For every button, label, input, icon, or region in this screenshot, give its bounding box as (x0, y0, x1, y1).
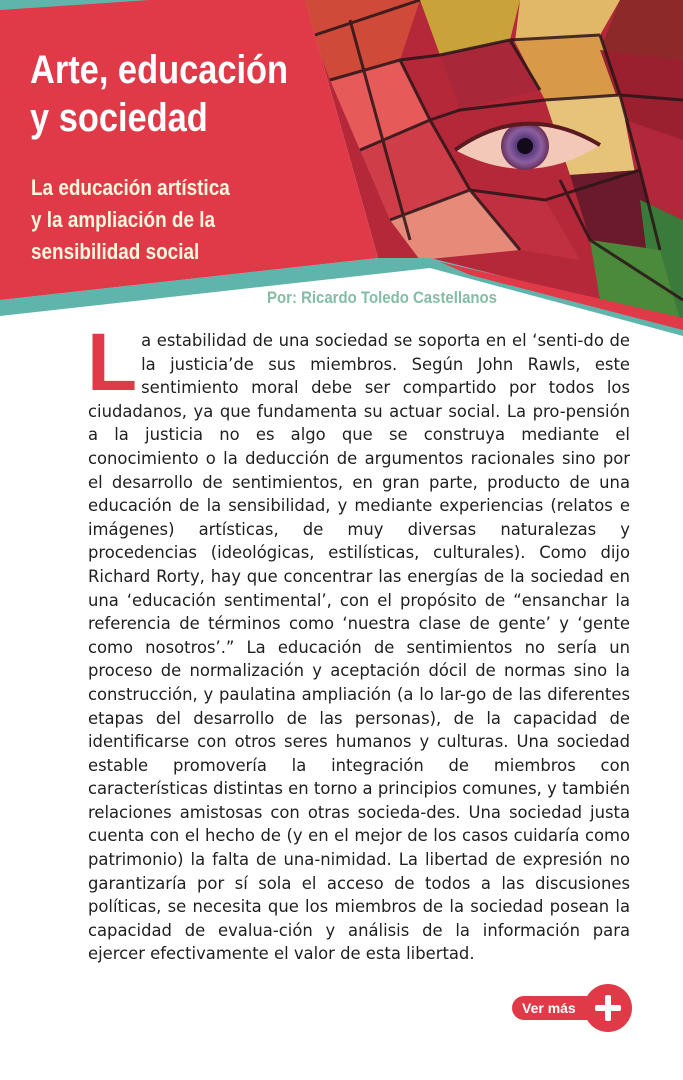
ver-mas-label[interactable]: Ver más (512, 996, 602, 1020)
article-title (30, 46, 288, 142)
article-subtitle (31, 172, 230, 268)
subtitle-line-2: y la ampliación de la (31, 207, 216, 232)
title-line-2: y sociedad (30, 96, 208, 140)
article-body (87, 317, 630, 966)
title-line-1: Arte, educación (30, 48, 289, 92)
ver-mas-button[interactable] (512, 983, 632, 1031)
drop-cap: L (87, 317, 138, 408)
subtitle-line-3: sensibilidad social (31, 239, 200, 264)
subtitle-line-1: La educación artística (31, 175, 230, 200)
article-paragraph: a estabilidad de una sociedad se soporta en el ‘senti-do de la justicia’de sus miembros. Según John Rawls, este sentimiento moral debe ser compartido por todos los ciudadanos, ya que fundamenta su actuar social. La pro-pensión a la justicia no es algo que se construya mediante el conocimiento o la deducción de argumentos racionales sino por el desarrollo de sentimientos, en gran parte, producto de una educación de la sensibilidad, y mediante experiencias (relatos e imágenes) artísticas, de muy diversas naturalezas y procedencias (ideológicas, estilísticas, culturales). Como dijo Richard Rorty, hay que concentrar las energías de la sociedad en una ‘educación sentimental’, con el propósito de “ensanchar la referencia de términos como ‘nuestra clase de gente’ y ‘gente como nosotros’.” La educación de sentimientos no sería un proceso de normalización y aceptación dócil de normas sino la construcción, y paulatina ampliación (a lo lar-go de las diferentes etapas del desarrollo de las personas), de la capacidad de identificarse con otros seres humanos y culturas. Una sociedad estable promovería la integración de miembros con características distintas en torno a principios comunes, y también relaciones amistosas con otras socieda-des. Una sociedad justa cuenta con el hecho de (y en el mejor de los casos cuidaría como patrimonio) la falta de una-nimidad. La libertad de expresión no garantizaría por sí sola el acceso de todos a las discusiones políticas, se necesita que los miembros de la sociedad posean la capacidad de evalua-ción y análisis de la información para ejercer efectivamente el valor de esta libertad. (88, 331, 630, 964)
author-byline: Por: Ricardo Toledo Castellanos (267, 288, 497, 307)
plus-icon[interactable] (584, 984, 632, 1032)
